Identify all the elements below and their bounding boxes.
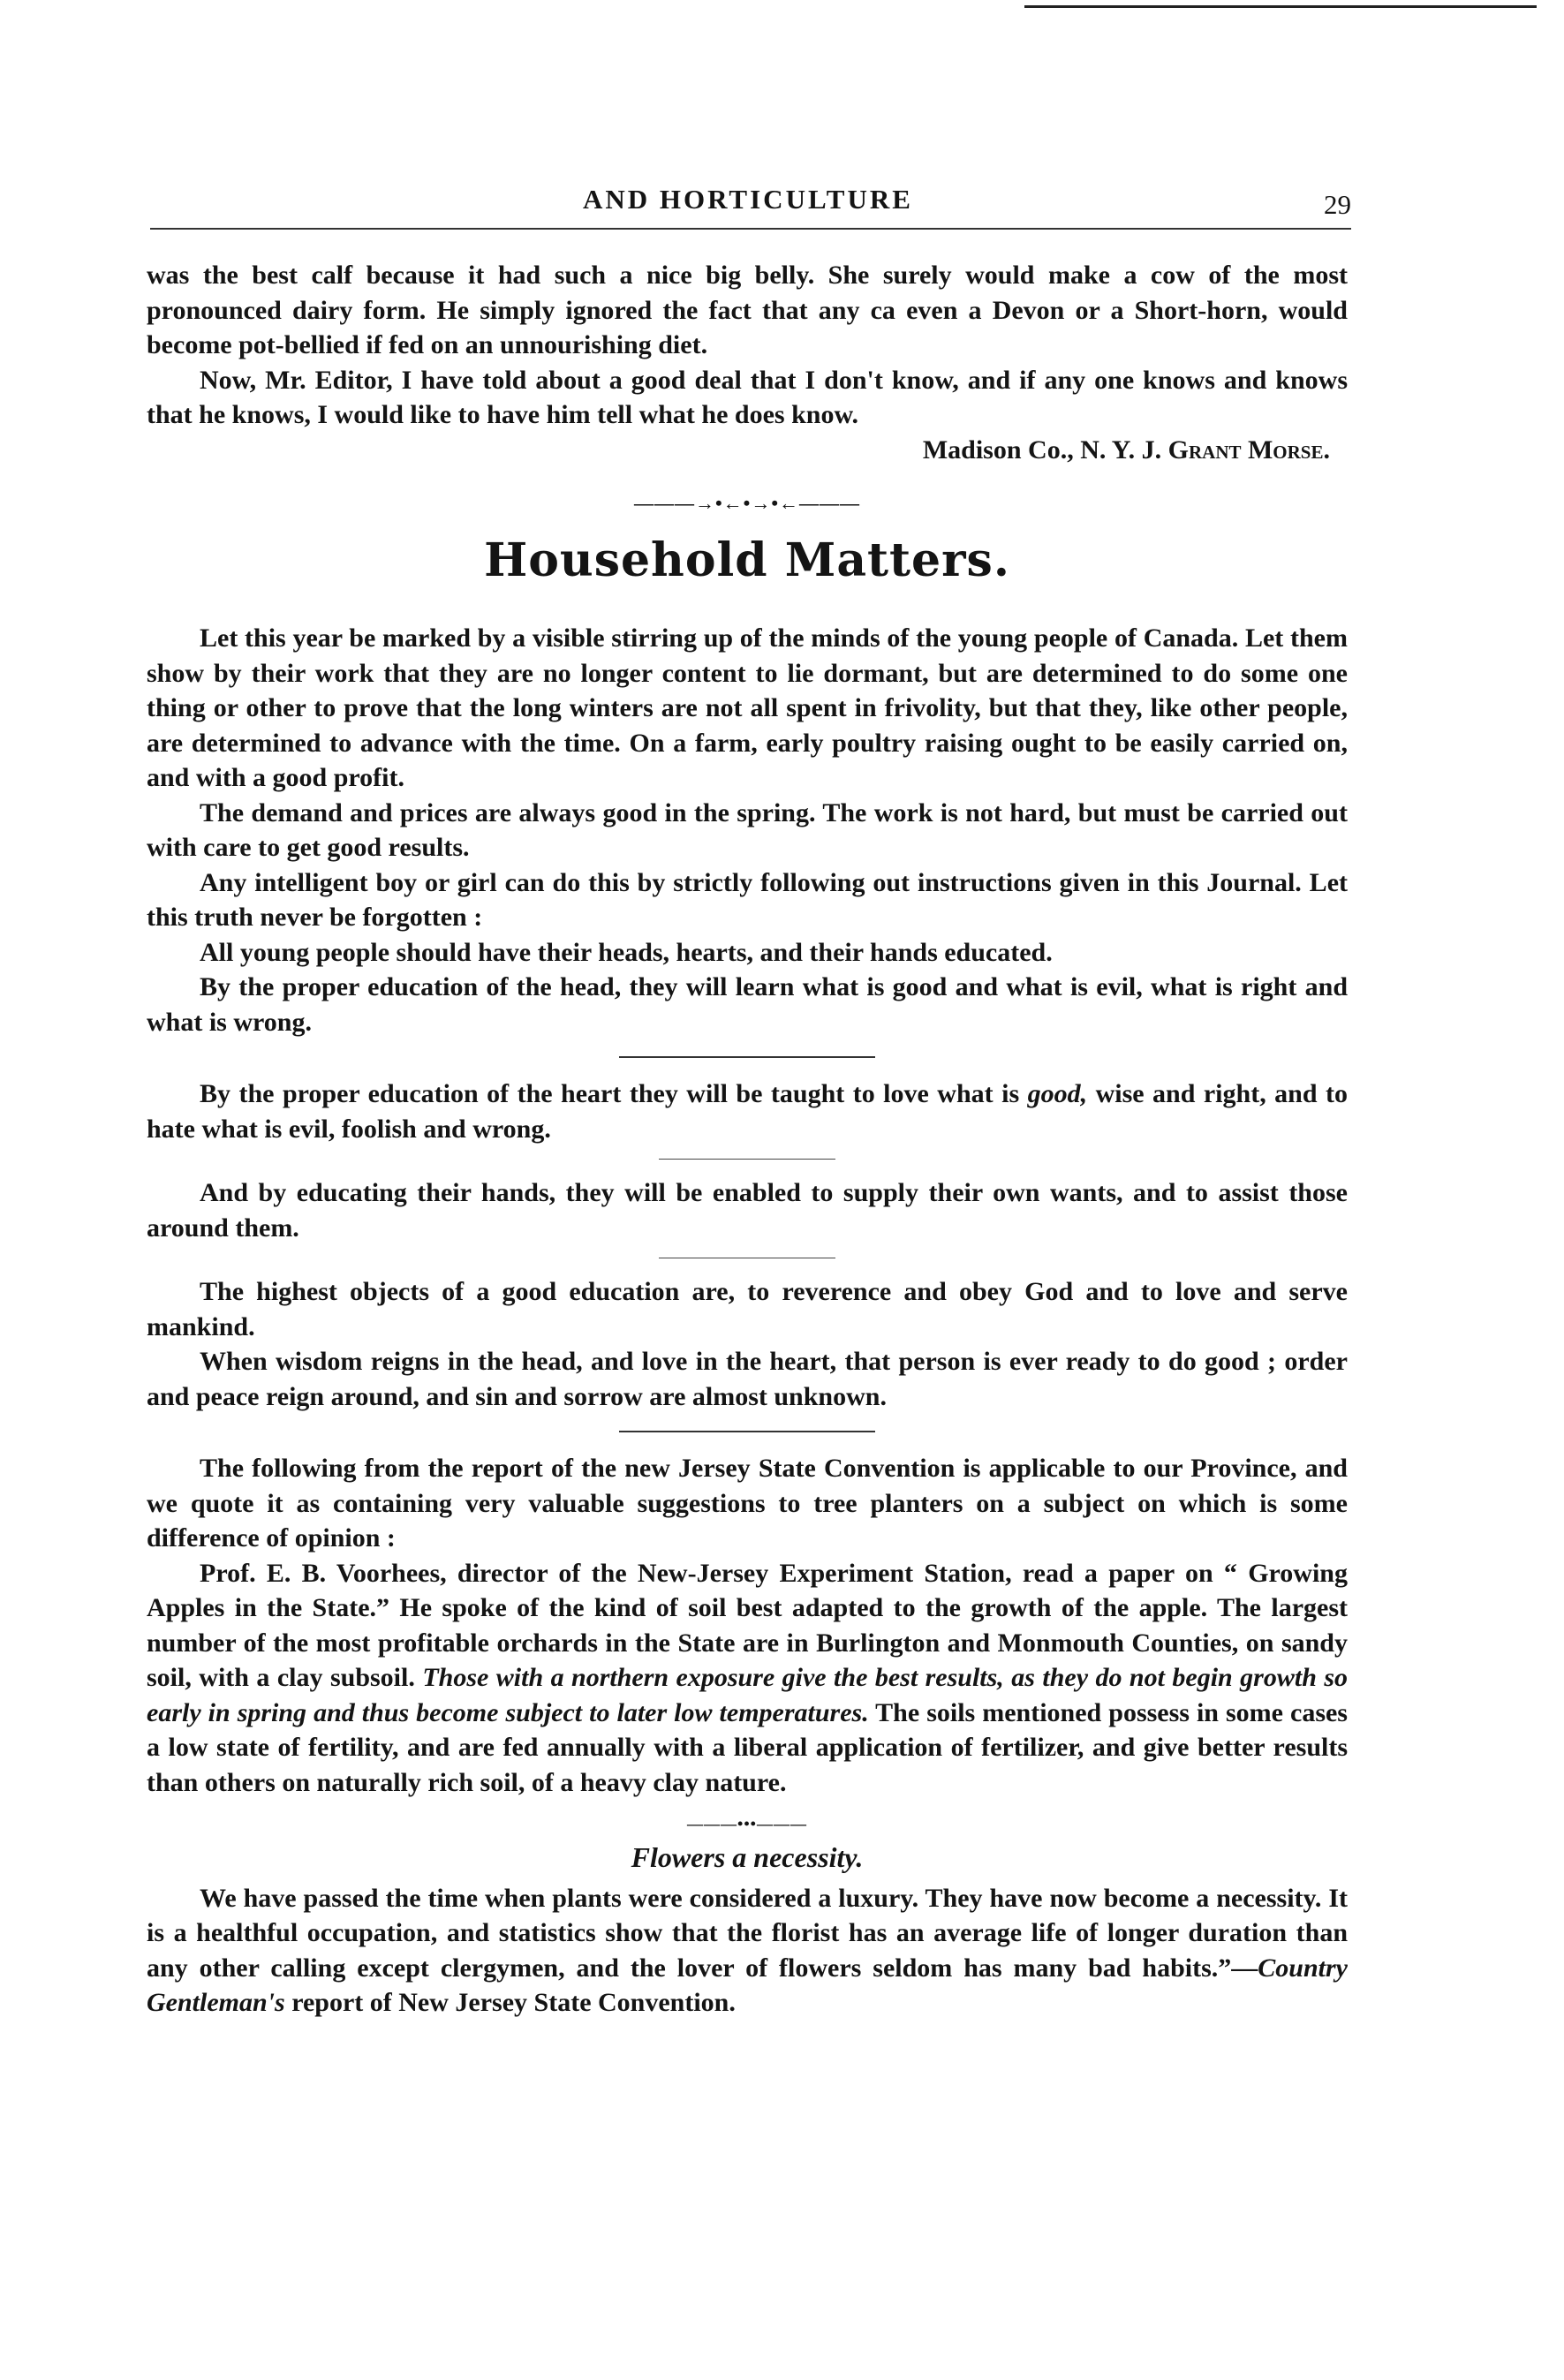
page-number: 29 — [1324, 189, 1351, 220]
household-paragraph-1: Let this year be marked by a visible stirring up of the minds of the young people of Canada. Let them show by their work that they are no longer content to lie dormant, but are determined to do some one thing or other to prove that the long winters are not all spent in frivolity, but that they, like other people, are determined to advance with the time. On a farm, early poultry raising ought to be easily carried on, and with a good profit. — [147, 623, 1348, 792]
household-paragraph-8: The highest objects of a good education are, to reverence and obey God and to love and serve mankind. — [147, 1277, 1348, 1341]
flowers-title: Flowers a necessity. — [631, 1841, 864, 1873]
page-body — [147, 258, 1348, 2021]
section-title: Household Matters. — [484, 533, 1010, 587]
divider-rule — [619, 1431, 875, 1432]
signature-place: Madison Co., N. Y. J. — [922, 434, 1162, 465]
household-paragraph-5: By the proper education of the head, they will learn what is good and what is evil, what is right and what is wrong. — [147, 972, 1348, 1037]
flowers-paragraph: We have passed the time when plants were considered a luxury. They have now become a necessity. It is a healthful occupation, and statistics show that the florist has an average life of longer duration than any other calling except clergymen, and the lover of flowers seldom has many bad habits.”—Country Gentleman's report of New Jersey State Convention. — [147, 1883, 1348, 2017]
running-title: AND HORTICULTURE — [583, 184, 913, 215]
household-paragraph-6: By the proper education of the heart they will be taught to love what is good, wise and right, and to hate what is evil, foolish and wrong. — [147, 1079, 1348, 1144]
section-ornament: ———→•←•→•←——— — [633, 492, 861, 514]
page-header — [150, 177, 1351, 230]
letter-paragraph-2: Now, Mr. Editor, I have told about a good deal that I don't know, and if any one knows and knows that he knows, I would like to have him tell what he does know. — [147, 365, 1348, 429]
household-paragraph-11: Prof. E. B. Voorhees, director of the New-Jersey Experiment Station, read a paper on “ Growing Apples in the State.” He spoke of the kind of soil best adapted to the growth of the apple. The largest number of the most profitable orchards in the State are in Burlington and Monmouth Counties, on sandy soil, with a clay subsoil. Those with a northern exposure give the best results, as they do not begin growth so early in spring and thus become subject to later low temperatures. The soils mentioned possess in some cases a low state of fertility, and are fed annually with a liberal application of fertilizer, and give better results than others on naturally rich soil, of a heavy clay nature. — [147, 1558, 1349, 1797]
household-paragraph-2: The demand and prices are always good in the spring. The work is not hard, but must be carried out with care to get good results. — [147, 797, 1348, 862]
signature-name: Grant Morse. — [1167, 434, 1330, 465]
household-paragraph-3: Any intelligent boy or girl can do this by strictly following out instructions given in this Journal. Let this truth never be forgotten : — [147, 867, 1348, 932]
header-rule — [150, 228, 1351, 230]
household-paragraph-4: All young people should have their heads, hearts, and their hands educated. — [200, 937, 1053, 967]
top-edge-rule — [1024, 5, 1537, 8]
letter-paragraph-1: was the best calf because it had such a nice big belly. She surely would make a cow of the most pronounced dairy form. He simply ignored the fact that any ca even a Devon or a Short-horn, would become pot-bellied if fed on an unnourishing diet. — [147, 261, 1348, 359]
divider-rule — [659, 1159, 835, 1160]
letter-signature — [147, 433, 1348, 468]
flowers-ornament: ———•••——— — [687, 1815, 807, 1832]
household-paragraph-9: When wisdom reigns in the head, and love in the heart, that person is ever ready to do good ; order and peace reign around, and sin and sorrow are almost unknown. — [147, 1347, 1348, 1411]
household-paragraph-10: The following from the report of the new Jersey State Convention is applicable to our Province, and we quote it as containing very valuable suggestions to tree planters on a subject on which is some difference of opinion : — [147, 1454, 1348, 1553]
divider-rule — [619, 1056, 875, 1058]
household-paragraph-7: And by educating their hands, they will be enabled to supply their own wants, and to assist those around them. — [147, 1178, 1348, 1243]
